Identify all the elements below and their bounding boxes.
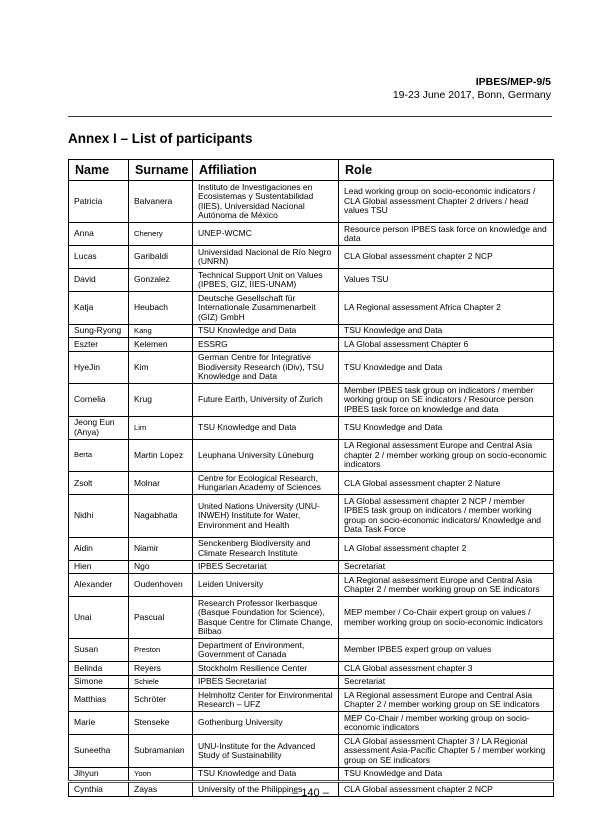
cell-surname: Schiele bbox=[129, 675, 193, 689]
cell-name: Zsolt bbox=[69, 472, 129, 495]
cell-surname: Heubach bbox=[129, 292, 193, 325]
table-row bbox=[69, 537, 554, 560]
cell-role: Member IPBES task group on indicators / member working group on SE indicators / Resource person IPBES task force on knowledge and data bbox=[339, 384, 554, 417]
cell-surname: Kang bbox=[129, 324, 193, 338]
cell-surname: Subramanian bbox=[129, 735, 193, 768]
cell-role: CLA Global assessment chapter 2 Nature bbox=[339, 472, 554, 495]
table-row bbox=[69, 662, 554, 676]
table-header-row bbox=[69, 160, 554, 181]
table-row bbox=[69, 675, 554, 689]
cell-name: Matthias bbox=[69, 689, 129, 712]
page-number: – 140 – bbox=[292, 787, 329, 799]
table-row bbox=[69, 338, 554, 352]
cell-role: TSU Knowledge and Data bbox=[339, 416, 554, 439]
cell-name: Marie bbox=[69, 712, 129, 735]
cell-surname: Chenery bbox=[129, 223, 193, 246]
cell-surname: Krug bbox=[129, 384, 193, 417]
cell-role: LA Global assessment chapter 2 NCP / member IPBES task group on indicators / member working group on socio-economic indicators/ Knowledge and Data Task Force bbox=[339, 495, 554, 537]
cell-affiliation: Helmholtz Center for Environmental Research – UFZ bbox=[193, 689, 339, 712]
cell-affiliation: Department of Environment, Government of Canada bbox=[193, 639, 339, 662]
cell-name: Jihyun bbox=[69, 767, 129, 782]
cell-affiliation: Leuphana University Lüneburg bbox=[193, 439, 339, 472]
column-header-affiliation: Affiliation bbox=[193, 160, 339, 181]
table-row bbox=[69, 384, 554, 417]
table-row bbox=[69, 597, 554, 639]
table-row bbox=[69, 416, 554, 439]
table-row bbox=[69, 269, 554, 292]
cell-role: TSU Knowledge and Data bbox=[339, 324, 554, 338]
cell-name: Anna bbox=[69, 223, 129, 246]
cell-name: Belinda bbox=[69, 662, 129, 676]
table-row bbox=[69, 181, 554, 223]
cell-name: Cynthia bbox=[69, 782, 129, 797]
cell-role: TSU Knowledge and Data bbox=[339, 351, 554, 384]
cell-role: CLA Global assessment Chapter 3 / LA Regional assessment Asia-Pacific Chapter 5 / member working group on SE indicators bbox=[339, 735, 554, 768]
cell-surname: Nagabhatla bbox=[129, 495, 193, 537]
cell-name: Berta bbox=[69, 439, 129, 472]
cell-role: Resource person IPBES task force on knowledge and data bbox=[339, 223, 554, 246]
column-header-role: Role bbox=[339, 160, 554, 181]
table-row bbox=[69, 292, 554, 325]
cell-surname: Zayas bbox=[129, 782, 193, 797]
cell-role: MEP Co-Chair / member working group on socio-economic indicators bbox=[339, 712, 554, 735]
cell-name: Hien bbox=[69, 560, 129, 574]
cell-surname: Reyers bbox=[129, 662, 193, 676]
cell-affiliation: Leiden University bbox=[193, 574, 339, 597]
cell-role: LA Regional assessment Europe and Central Asia Chapter 2 / member working group on SE indicators bbox=[339, 689, 554, 712]
table-row bbox=[69, 560, 554, 574]
cell-affiliation: TSU Knowledge and Data bbox=[193, 416, 339, 439]
cell-role: TSU Knowledge and Data bbox=[339, 767, 554, 782]
cell-surname: Stenseke bbox=[129, 712, 193, 735]
cell-name: Jeong Eun (Anya) bbox=[69, 416, 129, 439]
cell-role: Secretariat bbox=[339, 675, 554, 689]
cell-surname: Gonzalez bbox=[129, 269, 193, 292]
cell-name: Suneetha bbox=[69, 735, 129, 768]
cell-role: MEP member / Co-Chair expert group on values / member working group on socio-economic indicators bbox=[339, 597, 554, 639]
table-row bbox=[69, 223, 554, 246]
cell-surname: Niamir bbox=[129, 537, 193, 560]
cell-name: Alexander bbox=[69, 574, 129, 597]
cell-surname: Garibaldi bbox=[129, 246, 193, 269]
cell-name: HyeJin bbox=[69, 351, 129, 384]
cell-name: Patricia bbox=[69, 181, 129, 223]
cell-affiliation: Senckenberg Biodiversity and Climate Research Institute bbox=[193, 537, 339, 560]
table-row bbox=[69, 324, 554, 338]
cell-surname: Yoon bbox=[129, 767, 193, 782]
cell-surname: Pascual bbox=[129, 597, 193, 639]
cell-surname: Molnar bbox=[129, 472, 193, 495]
cell-affiliation: Universidad Nacional de Río Negro (UNRN) bbox=[193, 246, 339, 269]
cell-role: Member IPBES expert group on values bbox=[339, 639, 554, 662]
cell-surname: Ngo bbox=[129, 560, 193, 574]
cell-role: LA Global assessment chapter 2 bbox=[339, 537, 554, 560]
document-date-location: 19-23 June 2017, Bonn, Germany bbox=[392, 89, 551, 102]
table-row bbox=[69, 639, 554, 662]
cell-affiliation: ESSRG bbox=[193, 338, 339, 352]
cell-role: LA Regional assessment Europe and Central Asia Chapter 2 / member working group on SE indicators bbox=[339, 574, 554, 597]
cell-surname: Preston bbox=[129, 639, 193, 662]
cell-name: Sung-Ryong bbox=[69, 324, 129, 338]
table-row bbox=[69, 735, 554, 768]
column-header-surname: Surname bbox=[129, 160, 193, 181]
page-title: Annex I – List of participants bbox=[68, 131, 253, 146]
cell-name: Cornelia bbox=[69, 384, 129, 417]
cell-affiliation: UNEP-WCMC bbox=[193, 223, 339, 246]
cell-affiliation: Future Earth, University of Zurich bbox=[193, 384, 339, 417]
cell-affiliation: German Centre for Integrative Biodiversity Research (iDiv), TSU Knowledge and Data bbox=[193, 351, 339, 384]
cell-name: Eszter bbox=[69, 338, 129, 352]
cell-name: Katja bbox=[69, 292, 129, 325]
participants-table bbox=[68, 159, 554, 797]
cell-role: LA Regional assessment Europe and Central Asia chapter 2 / member working group on socio-economic indicators bbox=[339, 439, 554, 472]
table-row bbox=[69, 767, 554, 782]
cell-name: Simone bbox=[69, 675, 129, 689]
cell-affiliation: Technical Support Unit on Values (IPBES, GIZ, IIES-UNAM) bbox=[193, 269, 339, 292]
table-row bbox=[69, 351, 554, 384]
cell-surname: Kelemen bbox=[129, 338, 193, 352]
header-divider bbox=[68, 116, 552, 117]
cell-name: David bbox=[69, 269, 129, 292]
cell-role: LA Regional assessment Africa Chapter 2 bbox=[339, 292, 554, 325]
cell-surname: Kim bbox=[129, 351, 193, 384]
table-row bbox=[69, 472, 554, 495]
cell-name: Nidhi bbox=[69, 495, 129, 537]
cell-affiliation: Deutsche Gesellschaft für Internationale Zusammenarbeit (GIZ) GmbH bbox=[193, 292, 339, 325]
cell-affiliation: IPBES Secretariat bbox=[193, 560, 339, 574]
cell-affiliation: IPBES Secretariat bbox=[193, 675, 339, 689]
cell-name: Unai bbox=[69, 597, 129, 639]
document-reference: IPBES/MEP-9/5 bbox=[475, 76, 551, 88]
cell-name: Lucas bbox=[69, 246, 129, 269]
cell-affiliation: United Nations University (UNU-INWEH) Institute for Water, Environment and Health bbox=[193, 495, 339, 537]
cell-role: Lead working group on socio-economic indicators / CLA Global assessment Chapter 2 drivers / head values TSU bbox=[339, 181, 554, 223]
cell-role: Values TSU bbox=[339, 269, 554, 292]
cell-affiliation: TSU Knowledge and Data bbox=[193, 767, 339, 782]
cell-affiliation: Centre for Ecological Research, Hungarian Academy of Sciences bbox=[193, 472, 339, 495]
table-row bbox=[69, 246, 554, 269]
cell-role: LA Global assessment Chapter 6 bbox=[339, 338, 554, 352]
cell-affiliation: Instituto de Investigaciones en Ecosistemas y Sustentabilidad (IIES), Universidad Nacional Autónoma de México bbox=[193, 181, 339, 223]
cell-name: Aidin bbox=[69, 537, 129, 560]
cell-name: Susan bbox=[69, 639, 129, 662]
column-header-name: Name bbox=[69, 160, 129, 181]
table-row bbox=[69, 574, 554, 597]
table-header bbox=[69, 160, 554, 181]
cell-affiliation: UNU-Institute for the Advanced Study of Sustainability bbox=[193, 735, 339, 768]
cell-affiliation: TSU Knowledge and Data bbox=[193, 324, 339, 338]
table-row bbox=[69, 439, 554, 472]
cell-role: CLA Global assessment chapter 2 NCP bbox=[339, 782, 554, 797]
table-body bbox=[69, 181, 554, 797]
document-header bbox=[393, 76, 551, 102]
cell-surname: Oudenhoven bbox=[129, 574, 193, 597]
cell-affiliation: Gothenburg University bbox=[193, 712, 339, 735]
cell-role: CLA Global assessment chapter 3 bbox=[339, 662, 554, 676]
cell-surname: Balvanera bbox=[129, 181, 193, 223]
cell-role: Secretariat bbox=[339, 560, 554, 574]
cell-surname: Schröter bbox=[129, 689, 193, 712]
cell-surname: Lim bbox=[129, 416, 193, 439]
table-row bbox=[69, 495, 554, 537]
table-row bbox=[69, 689, 554, 712]
cell-role: CLA Global assessment chapter 2 NCP bbox=[339, 246, 554, 269]
table-row bbox=[69, 712, 554, 735]
cell-affiliation: Stockholm Resilience Center bbox=[193, 662, 339, 676]
cell-affiliation: Research Professor Ikerbasque (Basque Foundation for Science), Basque Centre for Climate Change, Bilbao bbox=[193, 597, 339, 639]
cell-surname: Martin Lopez bbox=[129, 439, 193, 472]
cell-affiliation: University of the Philippines bbox=[193, 782, 339, 797]
